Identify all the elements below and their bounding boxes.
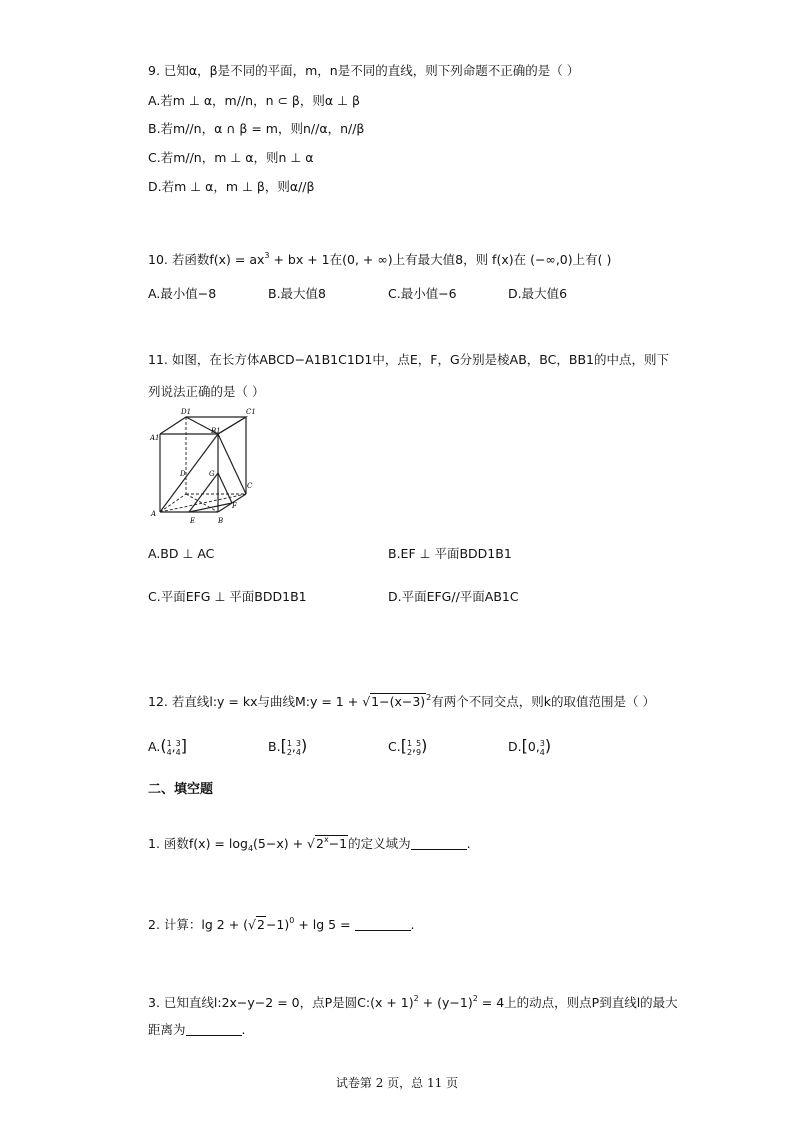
q12-option-b: B.[ 1 2 , 3 4 )	[268, 736, 308, 757]
q12-stem: 12. 若直线l:y = kx与曲线M:y = $1 + √1-(x-3)^2$有两个不同交点，则k的取值范围是（ ）	[148, 693, 655, 709]
q11-option-b: B.EF ⊥ 平面BDD1B1	[388, 546, 512, 561]
answer-blank[interactable]	[411, 837, 467, 850]
q12-option-c: C.[ 1 2 , 5 9 )	[388, 736, 428, 757]
q10-stem: 10. 若函数$f(x) = ax^3$ + bx + 1在(0, + ∞)上有最大值8，则 f(x)在 (−∞,0)上有( )	[148, 251, 612, 267]
q11-option-a: A.BD ⊥ AC	[148, 546, 215, 561]
q10-option-b: B.最大值8	[268, 286, 327, 301]
fill-2: 2. 计算：$\lg 2 + (√2-1)^0 + \lg 5$ = .	[148, 916, 415, 932]
section-title: 二、填空题	[148, 782, 214, 797]
q12-option-d: D.[0, 3 4 )	[508, 736, 552, 757]
label-b1: B1	[211, 427, 221, 435]
label-c1: C1	[246, 408, 256, 416]
q9-option-d: D.若m ⊥ α，m ⊥ β，则α//β	[148, 179, 315, 194]
q10-option-d: D.最大值6	[508, 286, 568, 301]
q11-option-d: D.平面EFG//平面AB1C	[388, 589, 519, 604]
fill-1: 1. 函数$f(x) = \log_4(5-x) + √2^x-1$的定义域为 .	[148, 835, 471, 853]
label-e: E	[190, 517, 196, 525]
q11-stem-line1: 11. 如图，在长方体ABCD−A1B1C1D1中，点E，F，G分别是棱AB，BC，BB1的中点，则下	[148, 352, 669, 367]
label-g: G	[209, 470, 215, 478]
label-a1: A1	[150, 434, 160, 442]
label-a: A	[151, 510, 157, 518]
q12-option-a: A.( 1 4 , 3 4 ]	[148, 736, 187, 757]
answer-blank[interactable]	[186, 1023, 242, 1036]
cuboid-figure	[146, 404, 254, 526]
label-d1: D1	[181, 408, 192, 416]
q9-option-a: A.若m ⊥ α，m//n，n ⊂ β，则α ⊥ β	[148, 93, 360, 108]
answer-blank[interactable]	[355, 918, 411, 931]
fill-3-line1: 3. 已知直线l:2x−y−2 = 0，点P是圆C:(x + $1)^2 + (y-1)^2 = 4$上的动点，则点P到直线l的最大	[148, 994, 678, 1010]
q10-option-c: C.最小值−6	[388, 286, 457, 301]
page-footer: 试卷第 2 页，总 11 页	[335, 1076, 459, 1090]
q9-option-c: C.若m//n，m ⊥ α，则n ⊥ α	[148, 150, 314, 165]
q9-stem: 9. 已知α，β是不同的平面，m，n是不同的直线，则下列命题不正确的是（ ）	[148, 63, 580, 78]
q9-option-b: B.若m//n，α ∩ β = m，则n//α，n//β	[148, 121, 365, 136]
label-f: F	[232, 502, 237, 510]
q10-option-a: A.最小值−8	[148, 286, 217, 301]
label-c: C	[247, 482, 253, 490]
label-d: D	[180, 470, 186, 478]
fill-3-line2: 距离为 .	[148, 1022, 246, 1037]
q11-option-c: C.平面EFG ⊥ 平面BDD1B1	[148, 589, 307, 604]
q11-stem-line2: 列说法正确的是（ ）	[148, 384, 265, 399]
label-b: B	[218, 517, 224, 525]
